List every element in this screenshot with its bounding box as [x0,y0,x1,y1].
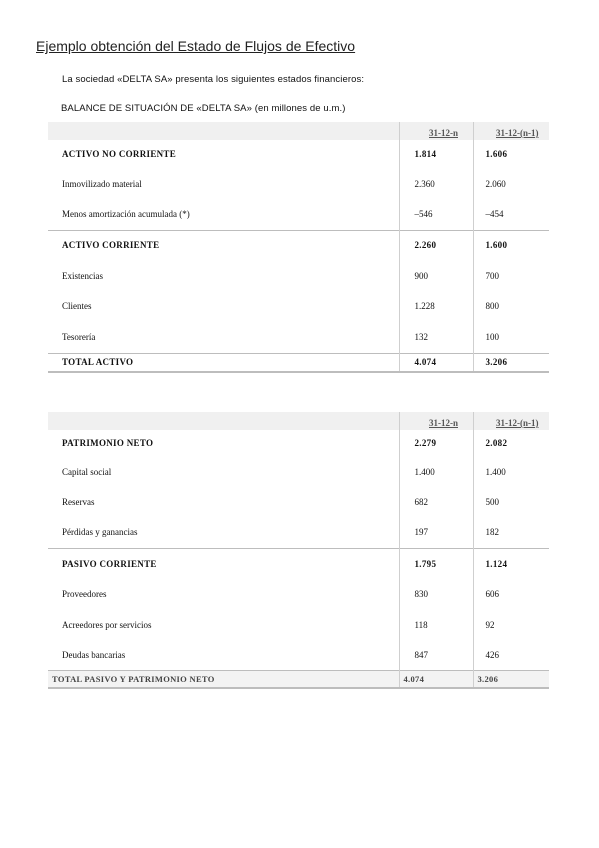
row-value-n: 1.228 [399,291,473,321]
liabilities-header-row [48,412,549,430]
row-value-n1: 3.206 [473,353,549,372]
row-label: TOTAL PASIVO Y PATRIMONIO NETO [48,670,399,688]
row-value-n1: 100 [473,321,549,353]
row-value-n1: 92 [473,609,549,640]
row-label: Proveedores [62,589,107,599]
row-value-n: 4.074 [399,353,473,372]
row-label: Deudas bancarias [62,649,126,660]
row-label: Acreedores por servicios [62,619,152,630]
row-value-n1: 1.124 [473,548,549,579]
row-label: Menos amortización acumulada (*) [62,209,190,220]
table-row [48,199,549,230]
row-value-n: –546 [399,199,473,230]
liabilities-table [48,412,549,689]
balance-heading: BALANCE DE SITUACIÓN DE «DELTA SA» (en millones de u.m.) [61,103,346,114]
table-row [48,291,549,321]
table-row [48,487,549,517]
table-row [48,640,549,670]
row-value-n: 1.795 [399,548,473,579]
row-label: Inmovilizado material [62,178,142,189]
row-label: PATRIMONIO NETO [62,438,154,448]
row-value-n: 847 [399,640,473,670]
row-value-n1: 426 [473,640,549,670]
row-value-n: 1.814 [399,140,473,168]
assets-table [48,122,549,373]
table-row [48,456,549,487]
table-row [48,430,549,456]
table-row [48,140,549,168]
table-row [48,517,549,548]
row-value-n1: 2.060 [473,168,549,199]
table-row [48,609,549,640]
row-value-n: 2.279 [399,430,473,456]
column-header-n: 31-12-n [399,122,473,140]
column-header-n1: 31-12-(n-1) [473,122,549,140]
row-value-n1: 1.400 [473,456,549,487]
row-value-n: 4.074 [399,670,473,688]
row-label: Tesorería [62,331,96,342]
row-value-n1: 1.606 [473,140,549,168]
row-value-n1: –454 [473,199,549,230]
assets-header-row [48,122,549,140]
document-title: Ejemplo obtención del Estado de Flujos de Efectivo [36,38,356,54]
table-row [48,579,549,609]
table-row-total [48,670,549,688]
row-label: Clientes [62,301,92,311]
row-label: ACTIVO CORRIENTE [48,230,399,260]
row-value-n1: 2.082 [473,430,549,456]
row-value-n: 132 [399,321,473,353]
row-value-n: 118 [399,609,473,640]
row-value-n: 2.260 [399,230,473,260]
row-value-n1: 700 [473,260,549,291]
row-label: PASIVO CORRIENTE [48,548,399,579]
row-label: Existencias [62,270,103,281]
table-row [48,168,549,199]
column-header-n: 31-12-n [399,412,473,430]
header-blank [48,412,399,430]
row-label: Reservas [62,497,95,507]
row-value-n1: 800 [473,291,549,321]
row-value-n: 2.360 [399,168,473,199]
row-label: Capital social [62,466,112,477]
table-row [48,260,549,291]
row-value-n: 682 [399,487,473,517]
row-value-n: 197 [399,517,473,548]
row-value-n1: 1.600 [473,230,549,260]
row-value-n1: 3.206 [473,670,549,688]
table-row [48,230,549,260]
row-label: Pérdidas y ganancias [62,527,138,538]
row-value-n: 1.400 [399,456,473,487]
intro-text: La sociedad «DELTA SA» presenta los siguientes estados financieros: [62,74,365,85]
table-row [48,321,549,353]
table-row [48,548,549,579]
row-label: TOTAL ACTIVO [48,353,399,372]
header-blank [48,122,399,140]
row-value-n: 900 [399,260,473,291]
row-value-n: 830 [399,579,473,609]
column-header-n1: 31-12-(n-1) [473,412,549,430]
row-value-n1: 500 [473,487,549,517]
row-value-n1: 606 [473,579,549,609]
row-label: ACTIVO NO CORRIENTE [62,149,177,159]
row-value-n1: 182 [473,517,549,548]
table-row-total [48,353,549,372]
